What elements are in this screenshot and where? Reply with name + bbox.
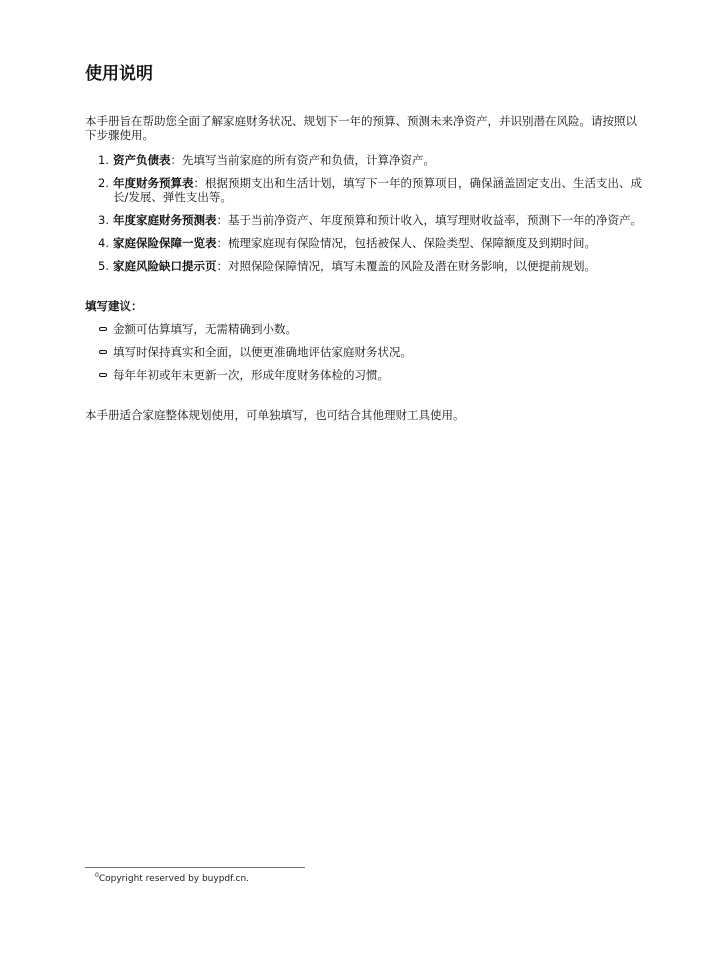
step-number: 4. [98,236,109,250]
step-description: ：先填写当前家庭的所有资产和负债，计算净资产。 [170,153,435,167]
steps-list [85,153,645,282]
step-description: ：根据预期支出和生活计划，填写下一年的预算项目，确保涵盖固定支出、生活支出、成长/发展、弹性支出等。 [113,176,642,204]
list-item [85,176,645,204]
step-name: 资产负债表 [113,153,171,167]
step-number: 1. [98,153,109,167]
list-item [85,345,412,359]
tips-list [85,322,412,391]
list-item [85,153,645,167]
tip-text: 金额可估算填写，无需精确到小数。 [113,322,297,336]
step-name: 家庭保险保障一览表 [113,236,217,250]
footnote-marker: 0 [95,872,99,879]
list-item [85,213,645,227]
step-description: ：梳理家庭现有保险情况，包括被保人、保险类型、保障额度及到期时间。 [216,236,596,250]
closing-paragraph: 本手册适合家庭整体规划使用，可单独填写，也可结合其他理财工具使用。 [85,408,465,422]
footnote [95,870,249,885]
tip-text: 填写时保持真实和全面，以便更准确地评估家庭财务状况。 [113,345,412,359]
step-name: 年度家庭财务预测表 [113,213,217,227]
step-number: 3. [98,213,109,227]
step-name: 家庭风险缺口提示页 [113,259,217,273]
list-item [85,259,645,273]
footnote-divider [85,867,305,868]
step-description: ：对照保险保障情况，填写未覆盖的风险及潜在财务影响，以便提前规划。 [216,259,596,273]
step-description: ：基于当前净资产、年度预算和预计收入，填写理财收益率，预测下一年的净资产。 [216,213,642,227]
copyright-text: Copyright reserved by buypdf.cn. [98,874,250,884]
tips-heading: 填写建议： [85,299,143,313]
bullet-icon [99,373,107,377]
list-item [85,368,412,382]
list-item [85,322,412,336]
step-name: 年度财务预算表 [113,176,194,190]
step-number: 2. [98,176,109,190]
step-number: 5. [98,259,109,273]
bullet-icon [99,350,107,354]
page-title: 使用说明 [85,64,153,84]
intro-paragraph: 本手册旨在帮助您全面了解家庭财务状况、规划下一年的预算、预测未来净资产，并识别潜在风险。请按照以下步骤使用。 [85,114,637,142]
tip-text: 每年年初或年末更新一次，形成年度财务体检的习惯。 [113,368,389,382]
list-item [85,236,645,250]
bullet-icon [99,327,107,331]
